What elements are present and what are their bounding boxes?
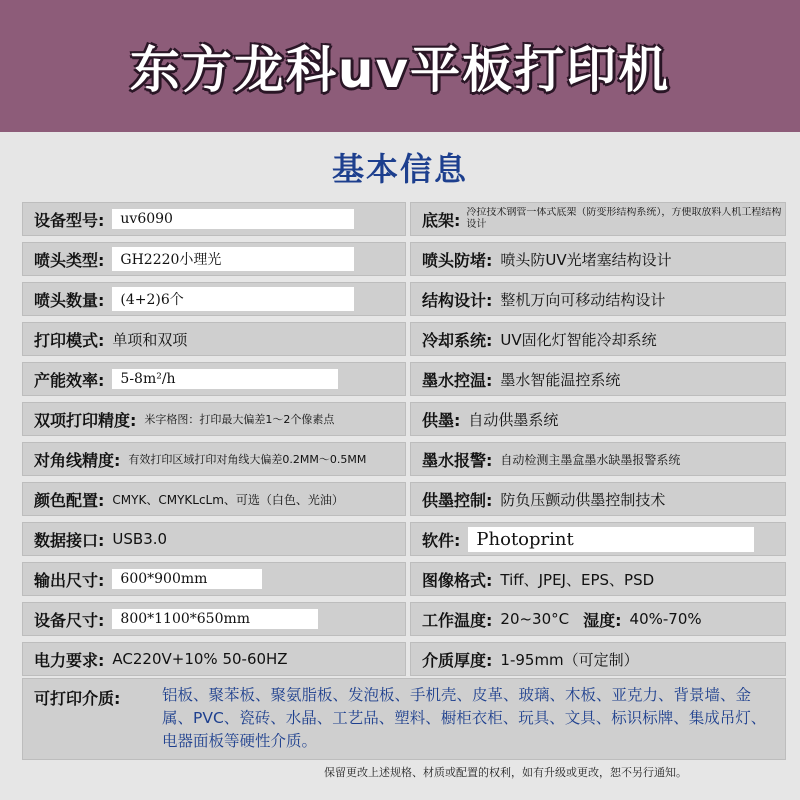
spec-sheet: [6, 134, 794, 800]
spec-value: 冷拉技术钢管一体式底架（防变形结构系统），方便取放料人机工程结构设计: [466, 207, 782, 230]
spec-row: [22, 322, 786, 356]
spec-value: uv6090: [112, 209, 354, 229]
spec-cell-left: [22, 522, 406, 556]
spec-cell-left: [22, 322, 406, 356]
spec-label: 喷头防堵:: [422, 250, 493, 270]
spec-label: 喷头数量:: [34, 290, 105, 310]
spec-label: 设备型号:: [34, 210, 105, 230]
spec-row: [22, 522, 786, 556]
spec-label: 双项打印精度:: [34, 410, 137, 430]
spec-cell-left: [22, 602, 406, 636]
spec-label: 墨水控温:: [422, 370, 493, 390]
spec-label: 图像格式:: [422, 570, 493, 590]
spec-cell-left: [22, 202, 406, 236]
spec-cell-left: [22, 642, 406, 676]
spec-value: 5-8m²/h: [112, 369, 338, 389]
spec-value: 自动供墨系统: [468, 410, 559, 429]
section-title: 基本信息: [331, 150, 468, 188]
spec-value: 防负压颤动供墨控制技术: [500, 490, 666, 509]
spec-cell-right: [410, 242, 786, 276]
spec-cell-right: [410, 482, 786, 516]
spec-cell-left: [22, 442, 406, 476]
spec-label: 设备尺寸:: [34, 610, 105, 630]
spec-row: [22, 242, 786, 276]
spec-cell-left: [22, 482, 406, 516]
spec-value: 40%-70%: [629, 610, 702, 628]
spec-value: 喷头防UV光堵塞结构设计: [500, 250, 672, 269]
spec-value: Tiff、JPEJ、EPS、PSD: [500, 570, 655, 589]
spec-label: 介质厚度:: [422, 650, 493, 670]
printable-media-list: 铝板、聚苯板、聚氨脂板、发泡板、手机壳、皮革、玻璃、木板、亚克力、背景墙、金属、PVC、瓷砖、水晶、工艺品、塑料、橱柜衣柜、玩具、文具、标识标牌、集成吊灯、电器面板等硬性介质。: [162, 686, 767, 750]
spec-cell-right: [410, 322, 786, 356]
spec-label: 工作温度:: [422, 610, 493, 630]
spec-value: 800*1100*650mm: [112, 609, 318, 629]
spec-value: 1-95mm（可定制）: [500, 650, 639, 669]
spec-label: 底架:: [422, 210, 461, 230]
spec-row: [22, 562, 786, 596]
spec-cell-right: [410, 362, 786, 396]
spec-value: USB3.0: [112, 530, 168, 548]
spec-value: 20~30°C: [500, 610, 570, 628]
spec-value: 整机万向可移动结构设计: [500, 290, 666, 309]
spec-value: 墨水智能温控系统: [500, 370, 621, 389]
footer-disclaimer: 保留更改上述规格、材质或配置的权利，如有升级或更改，恕不另行通知。: [324, 766, 687, 779]
printable-media-label: 可打印介质:: [34, 689, 121, 708]
spec-row: [22, 642, 786, 676]
spec-label: 墨水报警:: [422, 450, 493, 470]
spec-cell-right: [410, 522, 786, 556]
spec-value: (4+2)6个: [112, 287, 354, 311]
banner-title: 东方龙科uv平板打印机: [129, 41, 671, 99]
spec-cell-right: [410, 202, 786, 236]
spec-value: 单项和双项: [112, 330, 188, 349]
spec-row: [22, 362, 786, 396]
spec-label: 冷却系统:: [422, 330, 493, 350]
spec-row: [22, 202, 786, 236]
spec-cell-left: [22, 562, 406, 596]
spec-value: 有效打印区域打印对角线大偏差0.2MM～0.5MM: [128, 452, 367, 466]
spec-cell-right: [410, 442, 786, 476]
spec-value: 米字格图：打印最大偏差1～2个像素点: [144, 412, 335, 426]
spec-cell-right: [410, 642, 786, 676]
header-banner: [0, 0, 800, 132]
spec-label: 产能效率:: [34, 370, 105, 390]
spec-cell-left: [22, 242, 406, 276]
spec-cell-right: [410, 602, 786, 636]
spec-label: 电力要求:: [34, 650, 105, 670]
spec-row: [22, 482, 786, 516]
spec-row: [22, 402, 786, 436]
spec-value: Photoprint: [468, 527, 754, 552]
spec-label: 供墨控制:: [422, 490, 493, 510]
spec-value: CMYK、CMYKLcLm、可选（白色、光油）: [112, 492, 344, 507]
spec-cell-right: [410, 562, 786, 596]
spec-cell-left: [22, 362, 406, 396]
spec-value: 自动检测主墨盒墨水缺墨报警系统: [500, 452, 681, 467]
spec-cell-right: [410, 282, 786, 316]
spec-label: 对角线精度:: [34, 450, 121, 470]
spec-value: 600*900mm: [112, 569, 262, 589]
spec-cell-left: [22, 282, 406, 316]
spec-value: UV固化灯智能冷却系统: [500, 330, 657, 349]
spec-cell-right: [410, 402, 786, 436]
spec-row: [22, 442, 786, 476]
spec-label: 软件:: [422, 530, 461, 550]
spec-value: AC220V+10% 50-60HZ: [112, 650, 288, 668]
spec-label: 结构设计:: [422, 290, 493, 310]
spec-label: 颜色配置:: [34, 490, 105, 510]
spec-label: 打印模式:: [34, 330, 105, 350]
spec-row: [22, 602, 786, 636]
spec-label: 供墨:: [422, 410, 461, 430]
spec-cell-left: [22, 402, 406, 436]
spec-label: 数据接口:: [34, 530, 105, 550]
spec-value: GH2220小理光: [112, 247, 354, 271]
spec-row: [22, 282, 786, 316]
spec-label: 湿度:: [583, 610, 622, 630]
spec-label: 输出尺寸:: [34, 570, 105, 590]
spec-label: 喷头类型:: [34, 250, 105, 270]
printable-media-box: [22, 678, 786, 760]
